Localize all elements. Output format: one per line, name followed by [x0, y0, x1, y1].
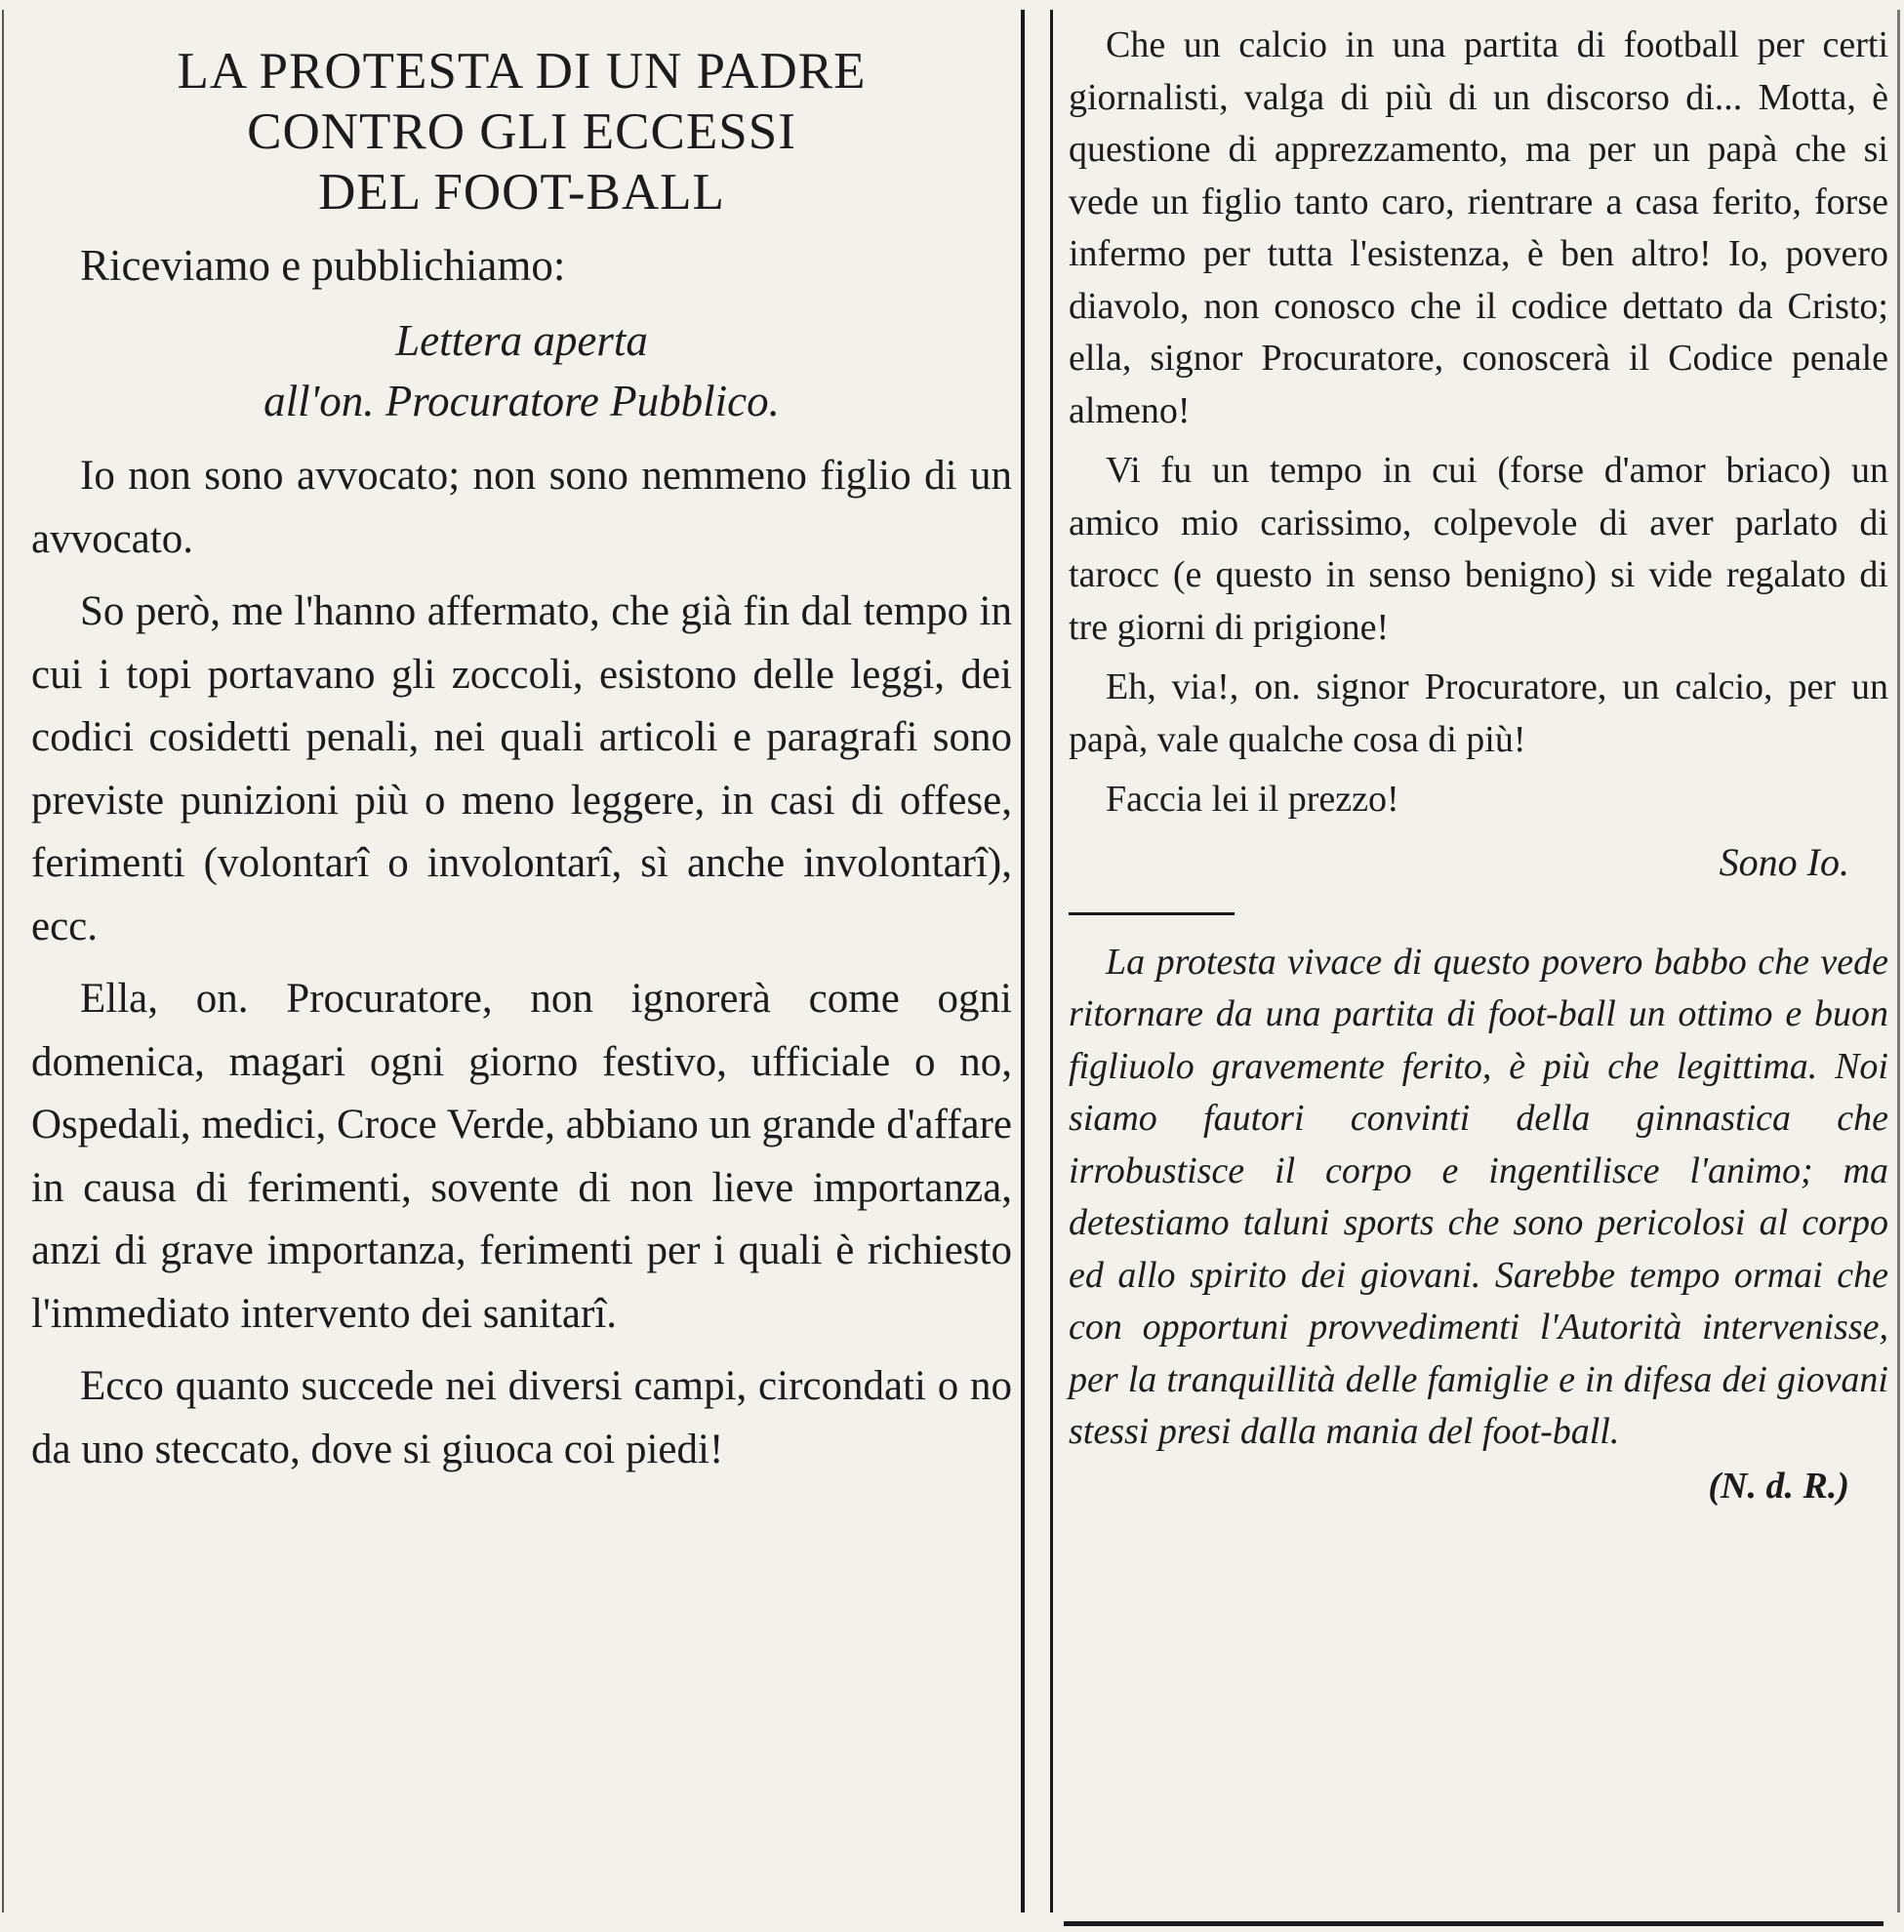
- editor-note: La protesta vivace di questo povero babbo che vede ritornare da una partita di foot-ball un ottimo e buon figliuolo gravemente ferito, è più che legittima. Noi siamo fautori convinti della ginnastica che irrobustisce il corpo e ingentilisce l'animo; ma detestiamo taluni sports che sono pericolosi al corpo ed allo spirito dei giovani. Sarebbe tempo ormai che con opportuni provvedimenti l'Autorità intervenisse, per la tranquillità delle famiglie e in difesa dei giovani stessi presi dalla mania del foot-ball.: [1069, 941, 1888, 1452]
- paragraph: Eh, via!, on. signor Procuratore, un calcio, per un papà, vale qualche cosa di più!: [1069, 666, 1888, 760]
- right-column: [1069, 20, 1888, 1513]
- paragraph: Vi fu un tempo in cui (forse d'amor briaco) un amico mio carissimo, colpevole di aver parlato di tarocc (e questo in senso benigno) si vide regalato di tre giorni di prigione!: [1069, 450, 1888, 648]
- column-divider-inner: [1050, 10, 1053, 1912]
- paragraph: So però, me l'hanno affermato, che già fin dal tempo in cui i topi portavano gli zoccoli, esistono delle leggi, dei codici cosidetti penali, nei quali articoli e paragrafi sono previste punizioni più o meno leggere, in casi di offese, ferimenti (volontarî o involontarî, sì anche involontarî), ecc.: [31, 588, 1012, 949]
- article-title: LA PROTESTA DI UN PADRE CONTRO GLI ECCESSI DEL FOOT-BALL: [177, 43, 867, 221]
- editor-signature: (N. d. R.): [1708, 1465, 1849, 1507]
- letter-heading: Lettera aperta all'on. Procuratore Pubblico.: [263, 316, 780, 425]
- paragraph: Ecco quanto succede nei diversi campi, circondati o no da uno steccato, dove si giuoca coi piedi!: [31, 1363, 1012, 1472]
- letter-signature: Sono Io.: [1719, 839, 1849, 884]
- left-column: [31, 20, 1012, 1491]
- separator-rule: [1069, 912, 1235, 915]
- left-edge-rule: [2, 10, 4, 1912]
- paragraph: Faccia lei il prezzo!: [1106, 779, 1399, 820]
- paragraph: Io non sono avvocato; non sono nemmeno figlio di un avvocato.: [31, 453, 1012, 562]
- right-edge-rule: [1897, 10, 1900, 1912]
- column-divider: [1021, 10, 1025, 1912]
- paragraph: Che un calcio in una partita di football per certi giornalisti, valga di più di un discorso di... Motta, è questione di apprezzamento, ma per un papà che si vede un figlio tanto caro, rientrare a casa ferito, forse infermo per tutta l'esistenza, è ben altro! Io, povero diavolo, non conosco che il codice dettato da Cristo; ella, signor Procuratore, conoscerà il Codice penale almeno!: [1069, 24, 1888, 431]
- bottom-rule: [1064, 1921, 1884, 1926]
- paragraph: Ella, on. Procuratore, non ignorerà come ogni domenica, magari ogni giorno festivo, ufficiale o no, Ospedali, medici, Croce Verde, abbiano un grande d'affare in causa di ferimenti, sovente di non lieve importanza, anzi di grave importanza, ferimenti per i quali è richiesto l'immediato intervento dei sanitarî.: [31, 976, 1012, 1337]
- intro-line: Riceviamo e pubblichiamo:: [80, 241, 566, 290]
